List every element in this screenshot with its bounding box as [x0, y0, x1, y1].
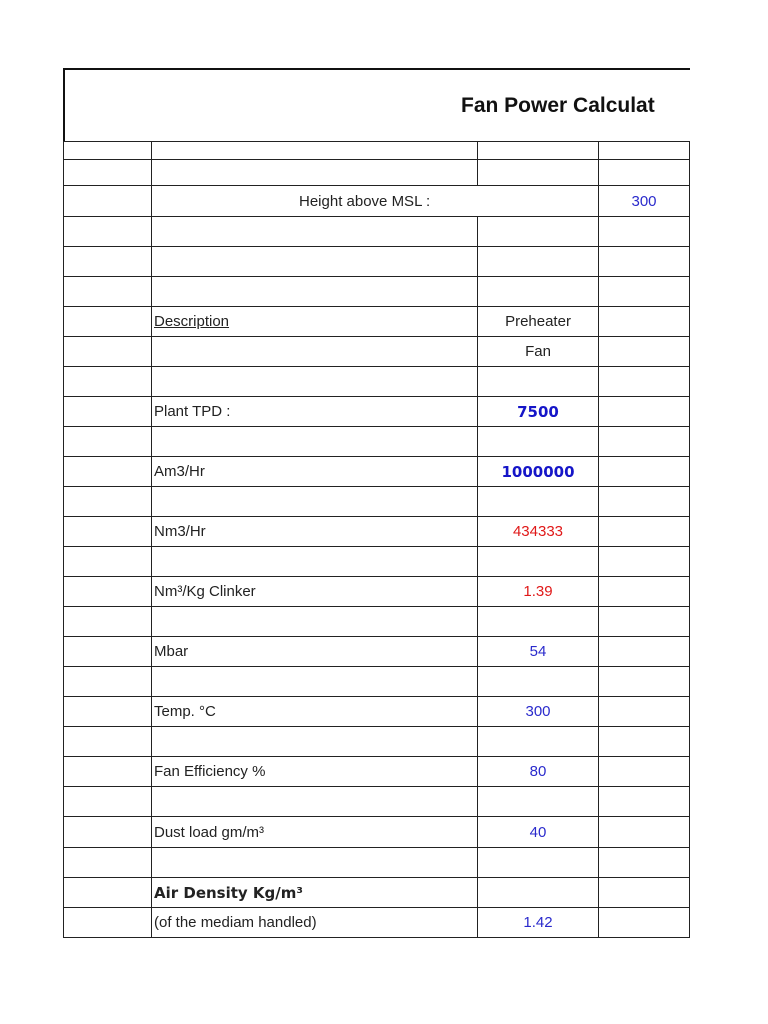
- grid-cell[interactable]: [477, 547, 598, 576]
- grid-cell[interactable]: [477, 367, 598, 396]
- grid-cell[interactable]: [598, 487, 690, 516]
- grid-cell[interactable]: [151, 487, 477, 516]
- grid-cell[interactable]: [63, 247, 151, 276]
- grid-cell[interactable]: [598, 307, 690, 336]
- nm3-label[interactable]: Nm3/Hr: [151, 517, 477, 546]
- grid-cell[interactable]: [598, 547, 690, 576]
- grid-cell[interactable]: [151, 667, 477, 696]
- msl-label[interactable]: Height above MSL :: [151, 186, 598, 216]
- msl-row: [63, 186, 690, 217]
- grid-cell[interactable]: [151, 217, 477, 246]
- plant-tpd-value[interactable]: 7500: [477, 397, 598, 426]
- grid-cell[interactable]: [151, 607, 477, 636]
- column-header-line1[interactable]: Preheater: [477, 307, 598, 336]
- grid-cell[interactable]: [477, 427, 598, 456]
- grid-cell[interactable]: [598, 697, 690, 726]
- grid-cell[interactable]: [598, 577, 690, 606]
- grid-cell[interactable]: [63, 878, 151, 907]
- grid-cell[interactable]: [63, 277, 151, 306]
- grid-cell[interactable]: [598, 247, 690, 276]
- mbar-value[interactable]: 54: [477, 637, 598, 666]
- table-row: [63, 547, 690, 577]
- plant-tpd-row: [63, 397, 690, 427]
- am3-label[interactable]: Am3/Hr: [151, 457, 477, 486]
- table-row: [63, 141, 690, 160]
- msl-value[interactable]: 300: [598, 186, 690, 216]
- grid-cell[interactable]: [151, 787, 477, 816]
- table-row: [63, 607, 690, 637]
- table-row: [63, 367, 690, 397]
- grid-cell[interactable]: [63, 757, 151, 786]
- grid-cell[interactable]: [477, 217, 598, 246]
- grid-cell[interactable]: [151, 160, 477, 185]
- grid-cell[interactable]: [598, 427, 690, 456]
- grid-cell[interactable]: [598, 637, 690, 666]
- grid-cell[interactable]: [598, 160, 690, 185]
- grid-cell[interactable]: [598, 367, 690, 396]
- grid-cell[interactable]: [598, 457, 690, 486]
- nm3-value[interactable]: 434333: [477, 517, 598, 546]
- air-density-sublabel[interactable]: (of the mediam handled): [151, 908, 477, 937]
- grid-cell[interactable]: [598, 667, 690, 696]
- grid-cell[interactable]: [63, 142, 151, 159]
- grid-cell[interactable]: [63, 367, 151, 396]
- grid-cell[interactable]: [598, 142, 690, 159]
- grid-cell[interactable]: [63, 487, 151, 516]
- grid-cell[interactable]: [598, 277, 690, 306]
- air-density-row: [63, 878, 690, 908]
- grid-cell[interactable]: [598, 217, 690, 246]
- grid-cell[interactable]: [151, 367, 477, 396]
- grid-cell[interactable]: [598, 878, 690, 907]
- grid-cell[interactable]: [598, 727, 690, 756]
- grid-cell[interactable]: [598, 337, 690, 366]
- am3-value[interactable]: 1000000: [477, 457, 598, 486]
- grid-cell[interactable]: [477, 878, 598, 907]
- table-row: [63, 217, 690, 247]
- grid-cell[interactable]: [598, 517, 690, 546]
- grid-cell[interactable]: [63, 217, 151, 246]
- grid-cell[interactable]: [151, 848, 477, 877]
- air-density-value-row: [63, 908, 690, 938]
- grid-cell[interactable]: [63, 637, 151, 666]
- dust-row: [63, 817, 690, 848]
- grid-cell[interactable]: [63, 607, 151, 636]
- grid-cell[interactable]: [477, 848, 598, 877]
- grid-cell[interactable]: [477, 277, 598, 306]
- grid-cell[interactable]: [151, 427, 477, 456]
- grid-cell[interactable]: [63, 517, 151, 546]
- efficiency-row: [63, 757, 690, 787]
- table-row: [63, 727, 690, 757]
- temp-label[interactable]: Temp. °C: [151, 697, 477, 726]
- table-row: [63, 427, 690, 457]
- column-header-line2[interactable]: Fan: [477, 337, 598, 366]
- mbar-label[interactable]: Mbar: [151, 637, 477, 666]
- grid-cell[interactable]: [63, 307, 151, 336]
- grid-cell[interactable]: [598, 757, 690, 786]
- grid-cell[interactable]: [63, 908, 151, 937]
- grid-cell[interactable]: [598, 817, 690, 847]
- temp-value[interactable]: 300: [477, 697, 598, 726]
- grid-cell[interactable]: [598, 848, 690, 877]
- dust-label[interactable]: Dust load gm/m³: [151, 817, 477, 847]
- efficiency-label[interactable]: Fan Efficiency %: [151, 757, 477, 786]
- grid-cell[interactable]: [63, 848, 151, 877]
- grid-cell[interactable]: [63, 787, 151, 816]
- grid-cell[interactable]: [63, 337, 151, 366]
- grid-cell[interactable]: [477, 487, 598, 516]
- grid-cell[interactable]: [151, 337, 477, 366]
- grid-cell[interactable]: [477, 160, 598, 185]
- table-row: [63, 160, 690, 186]
- table-row: [63, 487, 690, 517]
- grid-cell[interactable]: [477, 247, 598, 276]
- nm3-row: [63, 517, 690, 547]
- grid-cell[interactable]: [63, 667, 151, 696]
- table-row: [63, 667, 690, 697]
- grid-cell[interactable]: [63, 427, 151, 456]
- grid-cell[interactable]: [151, 727, 477, 756]
- table-row: [63, 787, 690, 817]
- plant-tpd-label[interactable]: Plant TPD :: [151, 397, 477, 426]
- header-row: [63, 337, 690, 367]
- grid-cell[interactable]: [63, 547, 151, 576]
- sheet-title: Fan Power Calculat: [461, 94, 655, 117]
- table-row: [63, 247, 690, 277]
- table-row: [63, 848, 690, 878]
- grid-cell[interactable]: [151, 142, 477, 159]
- grid-cell[interactable]: [151, 247, 477, 276]
- mbar-row: [63, 637, 690, 667]
- grid-cell[interactable]: [151, 277, 477, 306]
- air-density-value[interactable]: 1.42: [477, 908, 598, 937]
- header-row: [63, 307, 690, 337]
- grid-cell[interactable]: [63, 457, 151, 486]
- table-row: [63, 277, 690, 307]
- grid-cell[interactable]: [477, 607, 598, 636]
- grid-cell[interactable]: [598, 908, 690, 937]
- grid-cell[interactable]: [63, 397, 151, 426]
- grid-cell[interactable]: [63, 697, 151, 726]
- nm3kg-row: [63, 577, 690, 607]
- temp-row: [63, 697, 690, 727]
- grid-cell[interactable]: [477, 142, 598, 159]
- grid-cell[interactable]: [477, 727, 598, 756]
- title-cell[interactable]: [63, 68, 690, 141]
- am3-row: [63, 457, 690, 487]
- efficiency-value[interactable]: 80: [477, 757, 598, 786]
- grid-cell[interactable]: [63, 186, 151, 216]
- grid-cell[interactable]: [63, 577, 151, 606]
- grid-cell[interactable]: [598, 397, 690, 426]
- grid-cell[interactable]: [63, 817, 151, 847]
- nm3kg-label[interactable]: Nm³/Kg Clinker: [151, 577, 477, 606]
- grid-cell[interactable]: [63, 727, 151, 756]
- grid-cell[interactable]: [477, 667, 598, 696]
- dust-value[interactable]: 40: [477, 817, 598, 847]
- grid-cell[interactable]: [477, 787, 598, 816]
- grid-cell[interactable]: [598, 787, 690, 816]
- spreadsheet: [63, 68, 690, 939]
- grid-cell[interactable]: [598, 607, 690, 636]
- grid-cell[interactable]: [63, 160, 151, 185]
- grid-cell[interactable]: [151, 547, 477, 576]
- air-density-label[interactable]: Air Density Kg/m³: [151, 878, 477, 907]
- nm3kg-value[interactable]: 1.39: [477, 577, 598, 606]
- description-header[interactable]: Description: [151, 307, 477, 336]
